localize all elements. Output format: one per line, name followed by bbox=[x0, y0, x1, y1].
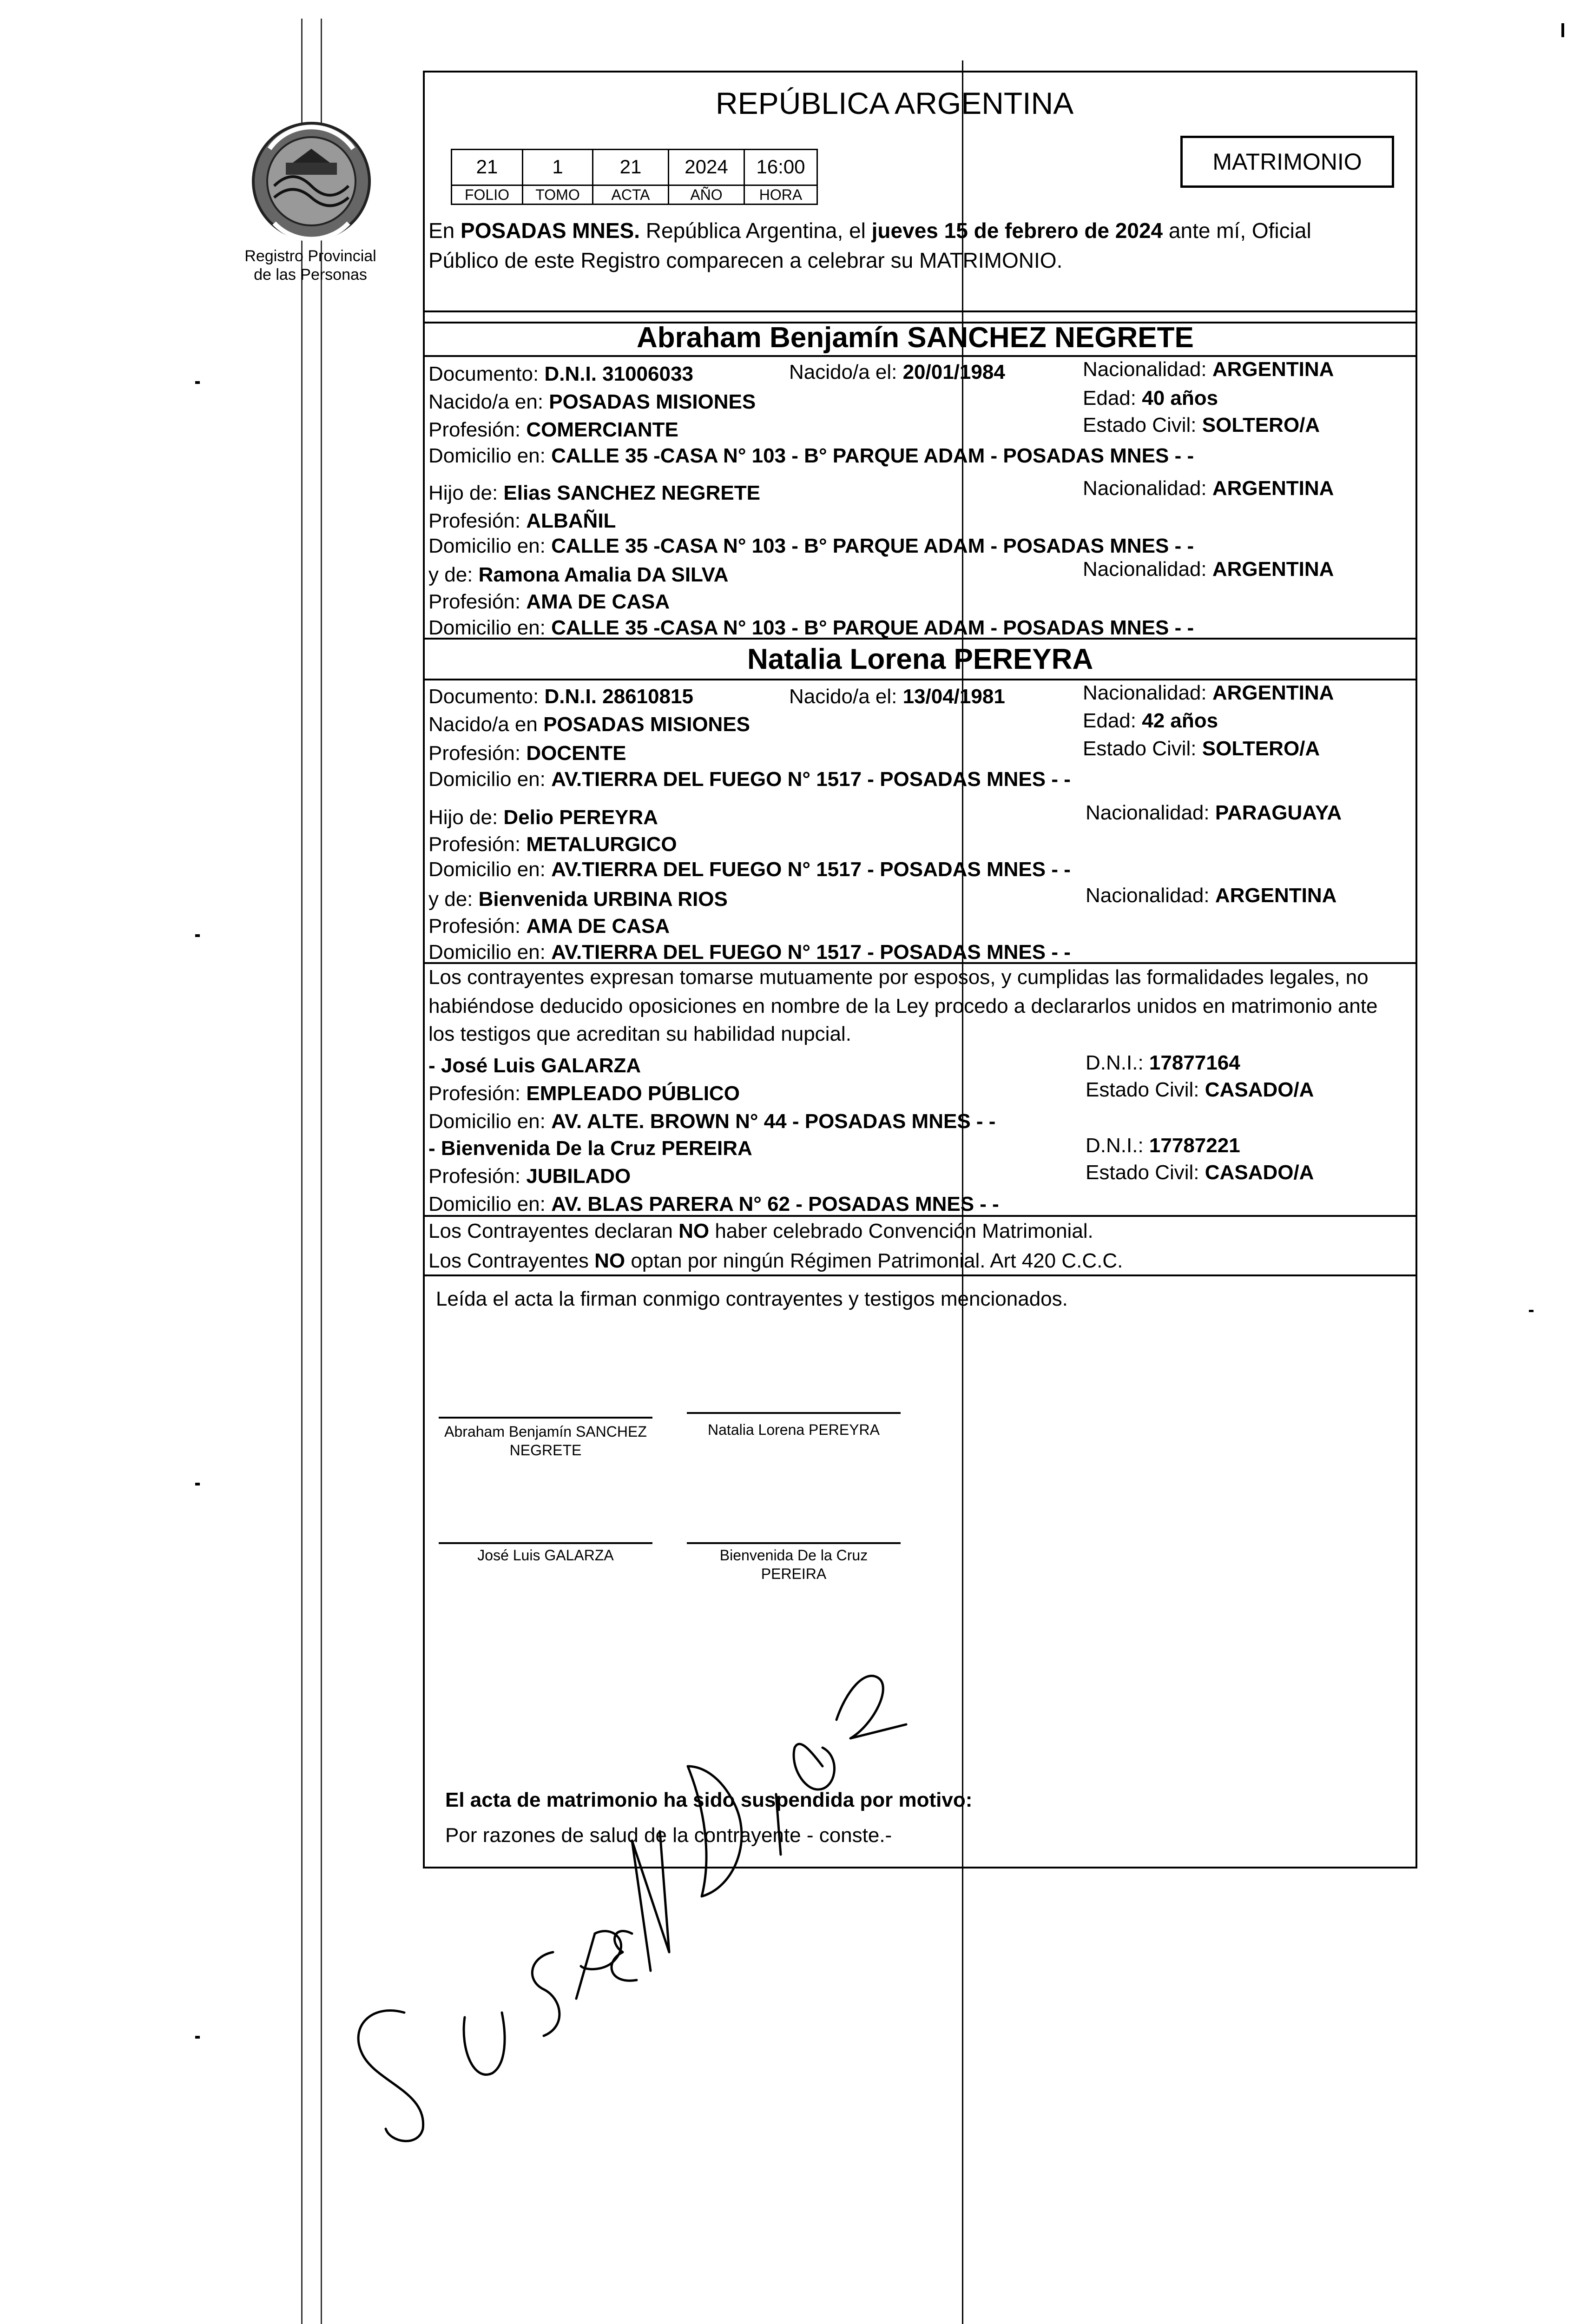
folio-value: 21 bbox=[451, 149, 523, 186]
divider bbox=[423, 355, 1417, 357]
bride-mother-address: Domicilio en: AV.TIERRA DEL FUEGO N° 1517 - POSADAS MNES - - bbox=[428, 941, 1071, 964]
registry-label-1: Registro Provincial bbox=[244, 247, 376, 265]
convention-statement: Los Contrayentes declaran NO haber celebrado Convención Matrimonial. bbox=[428, 1220, 1093, 1242]
margin-line-left bbox=[301, 19, 303, 2324]
witness-1-dni: D.N.I.: 17877164 bbox=[1086, 1051, 1240, 1074]
signature-line bbox=[687, 1412, 901, 1414]
groom-civil-status: Estado Civil: SOLTERO/A bbox=[1083, 414, 1320, 436]
witness-2-name: - Bienvenida De la Cruz PEREIRA bbox=[428, 1137, 752, 1160]
intro-line-1: En POSADAS MNES. República Argentina, el jueves 15 de febrero de 2024 ante mí, Oficial bbox=[428, 218, 1311, 243]
hora-label: HORA bbox=[744, 185, 818, 205]
divider bbox=[423, 1215, 1417, 1217]
divider bbox=[423, 310, 1417, 312]
divider bbox=[423, 638, 1417, 640]
bride-profession: Profesión: DOCENTE bbox=[428, 742, 626, 765]
anio-label: AÑO bbox=[668, 185, 745, 205]
tomo-label: TOMO bbox=[522, 185, 593, 205]
closing-statement: Leída el acta la firman conmigo contrayentes y testigos mencionados. bbox=[436, 1287, 1068, 1310]
witness-2-civil-status: Estado Civil: CASADO/A bbox=[1086, 1161, 1314, 1184]
page-title: REPÚBLICA ARGENTINA bbox=[716, 86, 1074, 120]
bride-father-address: Domicilio en: AV.TIERRA DEL FUEGO N° 1517 - POSADAS MNES - - bbox=[428, 858, 1071, 881]
acta-label: ACTA bbox=[592, 185, 669, 205]
witness-1-profession: Profesión: EMPLEADO PÚBLICO bbox=[428, 1082, 740, 1105]
folio-label: FOLIO bbox=[451, 185, 523, 205]
margin-line-right bbox=[321, 19, 322, 2324]
groom-profession: Profesión: COMERCIANTE bbox=[428, 418, 678, 441]
bride-address: Domicilio en: AV.TIERRA DEL FUEGO N° 1517 - POSADAS MNES - - bbox=[428, 768, 1071, 791]
bride-document: Documento: D.N.I. 28610815 bbox=[428, 685, 693, 708]
bride-birthplace: Nacido/a en POSADAS MISIONES bbox=[428, 713, 750, 736]
declaration-line-2: habiéndose deducido oposiciones en nombre de la Ley procedo a declararlos unidos en matrimonio ante bbox=[428, 995, 1378, 1017]
bride-mother-nationality: Nacionalidad: ARGENTINA bbox=[1086, 884, 1337, 907]
witness-2-address: Domicilio en: AV. BLAS PARERA N° 62 - POSADAS MNES - - bbox=[428, 1193, 999, 1215]
groom-address: Domicilio en: CALLE 35 -CASA N° 103 - B° PARQUE ADAM - POSADAS MNES - - bbox=[428, 444, 1194, 467]
divider bbox=[423, 1274, 1417, 1276]
groom-nationality: Nacionalidad: ARGENTINA bbox=[1083, 358, 1334, 381]
bride-mother-profession: Profesión: AMA DE CASA bbox=[428, 915, 670, 938]
signature-groom: Abraham Benjamín SANCHEZ NEGRETE bbox=[444, 1423, 647, 1459]
signature-witness-2: Bienvenida De la Cruz PEREIRA bbox=[719, 1547, 868, 1582]
scan-speck bbox=[195, 1483, 200, 1486]
anio-value: 2024 bbox=[668, 149, 745, 186]
groom-mother: y de: Ramona Amalia DA SILVA bbox=[428, 563, 729, 586]
hora-value: 16:00 bbox=[744, 149, 818, 186]
bride-father: Hijo de: Delio PEREYRA bbox=[428, 806, 658, 829]
groom-father-address: Domicilio en: CALLE 35 -CASA N° 103 - B° PARQUE ADAM - POSADAS MNES - - bbox=[428, 535, 1194, 557]
groom-mother-nationality: Nacionalidad: ARGENTINA bbox=[1083, 558, 1334, 581]
witness-1-name: - José Luis GALARZA bbox=[428, 1054, 641, 1077]
tomo-value: 1 bbox=[522, 149, 593, 186]
witness-2-profession: Profesión: JUBILADO bbox=[428, 1165, 631, 1188]
signature-line bbox=[439, 1417, 652, 1419]
groom-birthdate: Nacido/a el: 20/01/1984 bbox=[789, 361, 1005, 383]
groom-father-nationality: Nacionalidad: ARGENTINA bbox=[1083, 477, 1334, 500]
divider bbox=[423, 962, 1417, 964]
groom-mother-profession: Profesión: AMA DE CASA bbox=[428, 590, 670, 613]
scan-speck bbox=[195, 2036, 200, 2039]
signature-witness-1: José Luis GALARZA bbox=[477, 1547, 614, 1564]
regime-border bbox=[1415, 1215, 1417, 1275]
signature-bride: Natalia Lorena PEREYRA bbox=[708, 1421, 880, 1438]
groom-birthplace: Nacido/a en: POSADAS MISIONES bbox=[428, 390, 756, 413]
scan-speck bbox=[1529, 1310, 1534, 1312]
groom-mother-address: Domicilio en: CALLE 35 -CASA N° 103 - B° PARQUE ADAM - POSADAS MNES - - bbox=[428, 616, 1194, 639]
bride-age: Edad: 42 años bbox=[1083, 709, 1218, 732]
groom-name: Abraham Benjamín SANCHEZ NEGRETE bbox=[637, 322, 1194, 354]
bride-civil-status: Estado Civil: SOLTERO/A bbox=[1083, 737, 1320, 760]
scan-speck bbox=[195, 381, 200, 384]
handwritten-suspended-annotation bbox=[335, 1571, 976, 2147]
suspension-title: El acta de matrimonio ha sido suspendida por motivo: bbox=[445, 1789, 973, 1811]
registry-label-2: de las Personas bbox=[254, 266, 367, 284]
scan-speck bbox=[195, 934, 200, 937]
provincial-seal-logo bbox=[242, 116, 381, 246]
signature-line bbox=[687, 1542, 901, 1544]
groom-age: Edad: 40 años bbox=[1083, 387, 1218, 409]
groom-father-profession: Profesión: ALBAÑIL bbox=[428, 509, 616, 532]
bride-birthdate: Nacido/a el: 13/04/1981 bbox=[789, 685, 1005, 708]
divider bbox=[423, 679, 1417, 680]
bride-father-profession: Profesión: METALURGICO bbox=[428, 833, 677, 856]
bride-nationality: Nacionalidad: ARGENTINA bbox=[1083, 681, 1334, 704]
declaration-line-1: Los contrayentes expresan tomarse mutuamente por esposos, y cumplidas las formalidades legales, no bbox=[428, 966, 1369, 989]
declaration-line-3: los testigos que acreditan su habilidad nupcial. bbox=[428, 1023, 851, 1045]
groom-document: Documento: D.N.I. 31006033 bbox=[428, 363, 693, 385]
witness-2-dni: D.N.I.: 17787221 bbox=[1086, 1134, 1240, 1157]
regime-statement: Los Contrayentes NO optan por ningún Régimen Patrimonial. Art 420 C.C.C. bbox=[428, 1249, 1123, 1272]
intro-line-2: Público de este Registro comparecen a celebrar su MATRIMONIO. bbox=[428, 248, 1063, 272]
bride-mother: y de: Bienvenida URBINA RIOS bbox=[428, 888, 728, 911]
act-type-badge: MATRIMONIO bbox=[1180, 136, 1394, 188]
scan-speck bbox=[1561, 23, 1564, 37]
witness-1-address: Domicilio en: AV. ALTE. BROWN N° 44 - POSADAS MNES - - bbox=[428, 1110, 996, 1133]
bride-name: Natalia Lorena PEREYRA bbox=[747, 643, 1093, 675]
suspension-reason: Por razones de salud de la contrayente - conste.- bbox=[445, 1824, 892, 1847]
witness-1-civil-status: Estado Civil: CASADO/A bbox=[1086, 1078, 1314, 1101]
acta-value: 21 bbox=[592, 149, 669, 186]
groom-father: Hijo de: Elias SANCHEZ NEGRETE bbox=[428, 482, 760, 504]
bride-father-nationality: Nacionalidad: PARAGUAYA bbox=[1086, 801, 1342, 824]
signature-line bbox=[439, 1542, 652, 1544]
